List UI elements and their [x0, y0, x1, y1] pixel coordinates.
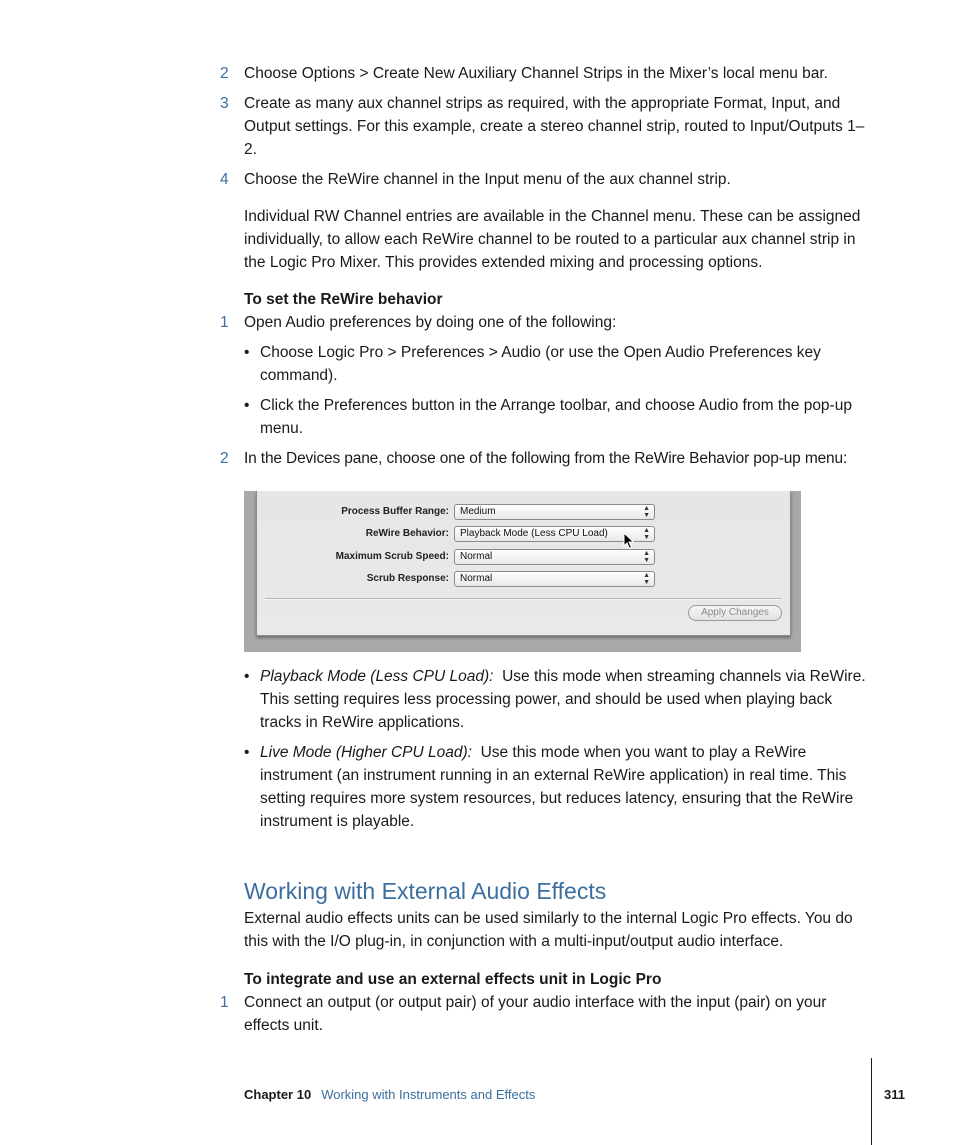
step-text: Choose the ReWire channel in the Input menu of the aux channel strip. [244, 171, 731, 188]
popup-arrows-icon: ▲ ▼ [643, 550, 650, 564]
mouse-pointer-icon [623, 532, 635, 550]
section-title: Working with External Audio Effects [244, 878, 607, 904]
process-buffer-range-popup[interactable] [454, 504, 655, 520]
mode-term: Live Mode (Higher CPU Load): [260, 744, 472, 761]
chapter-label: Chapter 10 [244, 1087, 312, 1102]
popup-value: Normal [460, 551, 493, 562]
popup-arrows-icon: ▲ ▼ [643, 505, 650, 519]
mode-description-live [260, 741, 876, 833]
devices-pane [256, 491, 791, 636]
step-text: Connect an output (or output pair) of your audio interface with the input (pair) on your effects unit. [244, 994, 827, 1034]
section-intro: External audio effects units can be used similarly to the internal Logic Pro effects. You do this with the I/O plug-in, in conjunction with a multi-input/output audio interface. [244, 910, 853, 950]
body-paragraph: Individual RW Channel entries are available in the Channel menu. These can be assigned individually, to allow each ReWire channel to be routed to a particular aux channel strip in the Logic Pro Mixer. This provides extended mixing and processing options. [244, 208, 861, 271]
step-number: 2 [220, 65, 229, 82]
scrub-response-label: Scrub Response: [366, 573, 449, 584]
popup-value: Medium [460, 506, 496, 517]
popup-arrows-icon: ▲ ▼ [643, 572, 650, 586]
footer-divider [871, 1058, 872, 1145]
step-number: 2 [220, 450, 229, 467]
bullet-text: Click the Preferences button in the Arrange toolbar, and choose Audio from the pop-up menu. [260, 397, 852, 437]
popup-value: Normal [460, 573, 493, 584]
process-buffer-range-label: Process Buffer Range: [341, 506, 449, 517]
scrub-response-popup[interactable] [454, 571, 655, 587]
preferences-screenshot [244, 491, 801, 652]
mode-desc: Use this mode when you want to play a ReWire instrument (an instrument running in an external ReWire application) in real time. This setting requires more system resources, but reduces latency, ensuring that the ReWire instrument is playable. [260, 744, 854, 830]
step-number: 4 [220, 171, 229, 188]
pane-divider [265, 598, 782, 600]
bullet-marker: • [244, 668, 250, 685]
page-number: 311 [884, 1087, 905, 1102]
step-number: 1 [220, 994, 229, 1011]
maximum-scrub-speed-label: Maximum Scrub Speed: [335, 551, 449, 562]
apply-changes-button[interactable]: Apply Changes [688, 605, 782, 621]
mode-term: Playback Mode (Less CPU Load): [260, 668, 494, 685]
step-text: Open Audio preferences by doing one of the following: [244, 314, 617, 331]
rewire-behavior-label: ReWire Behavior: [365, 528, 449, 539]
step-number: 3 [220, 95, 229, 112]
mode-description-playback [260, 665, 876, 734]
step-number: 1 [220, 314, 229, 331]
step-text: In the Devices pane, choose one of the following from the ReWire Behavior pop-up menu: [244, 450, 848, 467]
popup-arrows-icon: ▲ ▼ [643, 527, 650, 541]
task-heading: To integrate and use an external effects unit in Logic Pro [244, 971, 662, 988]
bullet-marker: • [244, 397, 250, 414]
bullet-text: Choose Logic Pro > Preferences > Audio (or use the Open Audio Preferences key command). [260, 344, 821, 384]
step-text: Create as many aux channel strips as required, with the appropriate Format, Input, and Output settings. For this example, create a stereo channel strip, routed to Input/Outputs 1–2. [244, 95, 865, 158]
popup-value: Playback Mode (Less CPU Load) [460, 528, 608, 539]
task-heading: To set the ReWire behavior [244, 291, 443, 308]
footer-chapter [244, 1085, 535, 1105]
step-text: Choose Options > Create New Auxiliary Channel Strips in the Mixer’s local menu bar. [244, 65, 828, 82]
maximum-scrub-speed-popup[interactable] [454, 549, 655, 565]
bullet-marker: • [244, 344, 250, 361]
mode-desc: Use this mode when streaming channels via ReWire. This setting requires less processing power, and should be used when playing back tracks in ReWire applications. [260, 668, 866, 731]
bullet-marker: • [244, 744, 250, 761]
chapter-title: Working with Instruments and Effects [321, 1087, 536, 1102]
